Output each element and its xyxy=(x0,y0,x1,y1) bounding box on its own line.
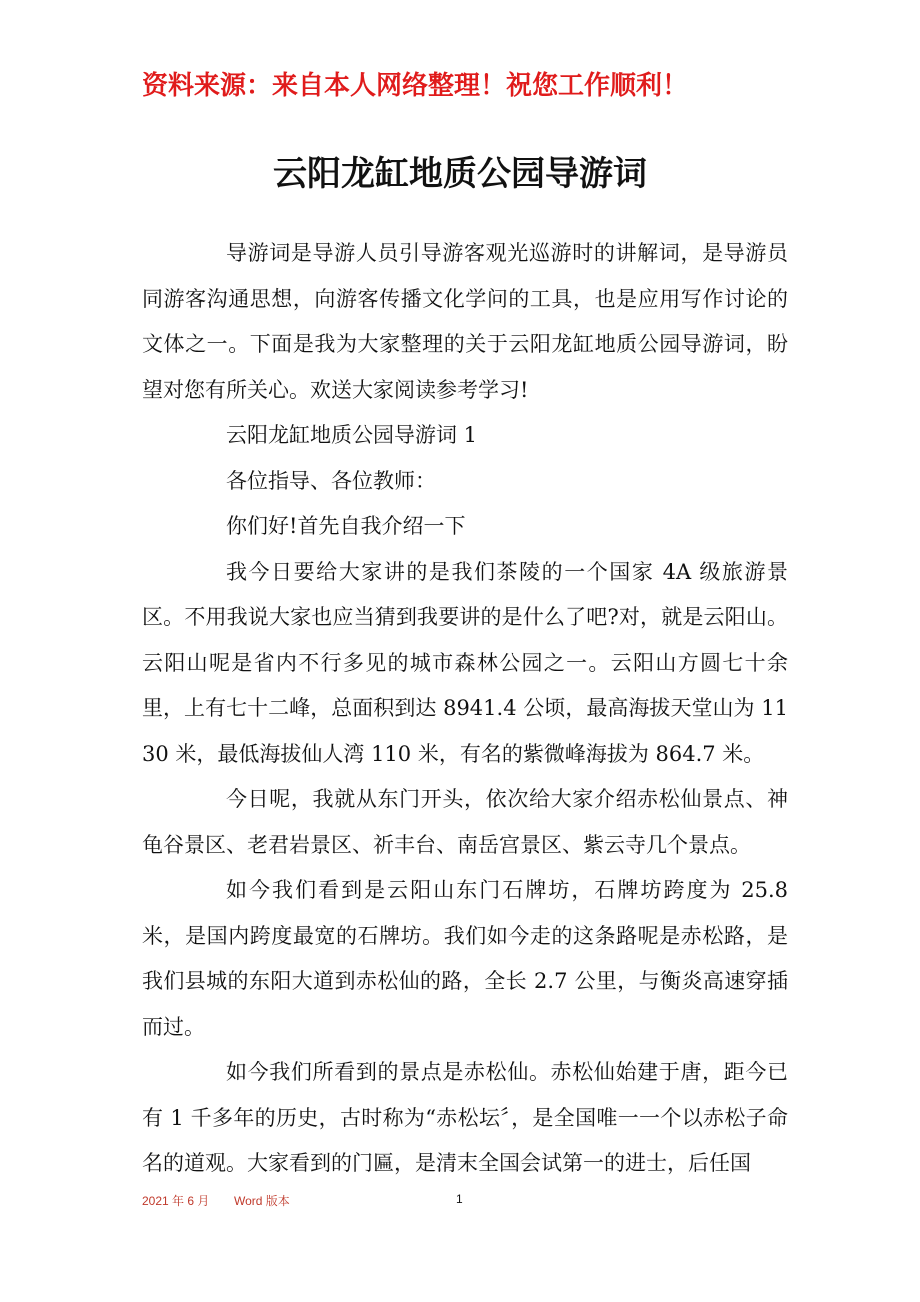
paragraph-route: 今日呢，我就从东门开头，依次给大家介绍赤松仙景点、神龟谷景区、老君岩景区、祈丰台、南岳宫景区、紫云寺几个景点。 xyxy=(142,787,788,857)
header-banner: 资料来源：来自本人网络整理！祝您工作顺利！ xyxy=(142,71,689,101)
paragraph-chisongxian: 如今我们所看到的景点是赤松仙。赤松仙始建于唐，距今已有 1 千多年的历史，古时称为“赤松坛〞，是全国唯一一个以赤松子命名的道观。大家看到的门匾，是清末全国会试第一的进士，后任国 xyxy=(142,1060,788,1175)
paragraph-east-gate: 如今我们看到是云阳山东门石牌坊，石牌坊跨度为 25.8 米，是国内跨度最宽的石牌坊。我们如今走的这条路呢是赤松路，是我们县城的东阳大道到赤松仙的路，全长 2.7 公里，与衡炎高速穿插而过。 xyxy=(142,878,788,1039)
footer-version: Word 版本 xyxy=(234,1194,290,1208)
paragraph-yunyang-intro: 我今日要给大家讲的是我们茶陵的一个国家 4A 级旅游景区。不用我说大家也应当猜到我要讲的是什么了吧?对，就是云阳山。云阳山呢是省内不行多见的城市森林公园之一。云阳山方圆七十余里，上有七十二峰，总面积到达 8941.4 公顷，最高海拔天堂山为 1130 米，最低海拔仙人湾 110 米，有名的紫微峰海拔为 864.7 米。 xyxy=(142,559,788,766)
paragraph-intro: 导游词是导游人员引导游客观光巡游时的讲解词，是导游员同游客沟通思想，向游客传播文化学问的工具，也是应用写作讨论的文体之一。下面是我为大家整理的关于云阳龙缸地质公园导游词，盼望对您有所关心。欢送大家阅读参考学习! xyxy=(142,241,788,402)
paragraph-greeting: 你们好!首先自我介绍一下 xyxy=(226,514,466,538)
paragraph-greeting-audience: 各位指导、各位教师： xyxy=(226,468,436,493)
page-footer xyxy=(142,1192,782,1212)
footer-date: 2021 年 6 月 xyxy=(142,1194,210,1208)
document-body xyxy=(142,231,788,1187)
document-title: 云阳龙缸地质公园导游词 xyxy=(273,154,647,194)
page-number: 1 xyxy=(456,1192,463,1206)
section-heading: 云阳龙缸地质公园导游词 1 xyxy=(226,423,478,447)
